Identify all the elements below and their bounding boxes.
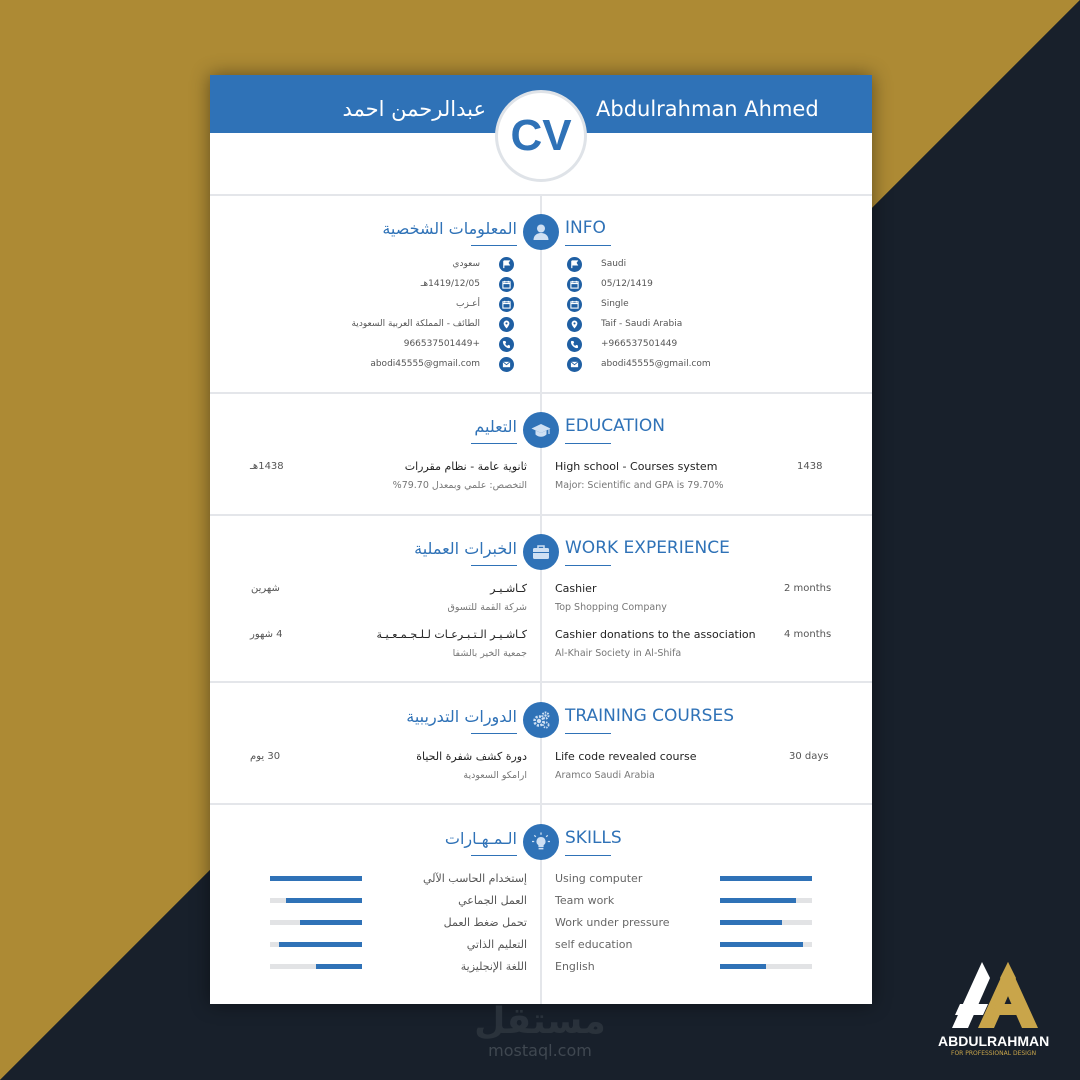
lightbulb-icon: [523, 824, 559, 860]
graduation-cap-icon: [523, 412, 559, 448]
logo-tagline: FOR PROFESSIONAL DESIGN: [951, 1050, 1037, 1057]
course-title-ar: دورة كشف شفرة الحياة: [416, 750, 527, 763]
info-value: +966537501449: [601, 339, 678, 349]
cv-sheet: [210, 75, 872, 1004]
info-value-ar: الطائف - المملكة العربية السعودية: [351, 319, 480, 329]
skill-label: Work under pressure: [555, 916, 670, 929]
info-value: Saudi: [601, 259, 627, 269]
title-underline: [471, 245, 517, 246]
skill-label: Team work: [555, 894, 615, 907]
skill-level-bar: [720, 876, 812, 881]
name-arabic: عبدالرحمن احمد: [342, 97, 486, 121]
info-value: abodi45555@gmail.com: [601, 359, 711, 369]
flag-icon: [499, 257, 514, 272]
title-underline: [471, 855, 517, 856]
designer-logo: [930, 958, 1060, 1032]
calendar-icon: [499, 277, 514, 292]
calendar-icon: [499, 297, 514, 312]
education-degree: High school - Courses system: [555, 460, 718, 473]
training-title: TRAINING COURSES: [565, 706, 735, 726]
job-company: Top Shopping Company: [555, 602, 667, 613]
skill-label: Using computer: [555, 872, 643, 885]
work-title-ar: الخبرات العملية: [414, 539, 517, 558]
job-duration-ar: شهرين: [251, 583, 280, 594]
education-title-ar: التعليم: [474, 417, 517, 436]
skill-level-fill: [720, 942, 803, 947]
skill-level-bar-ar: [270, 898, 362, 903]
job-duration: 4 months: [784, 629, 832, 640]
skill-level-bar-ar: [270, 876, 362, 881]
mail-icon: [499, 357, 514, 372]
info-title-ar: المعلومات الشخصية: [382, 219, 517, 238]
info-value: 05/12/1419: [601, 279, 653, 289]
skill-level-fill-ar: [270, 876, 362, 881]
location-pin-icon: [499, 317, 514, 332]
title-underline: [565, 855, 611, 856]
education-title: EDUCATION: [565, 416, 665, 436]
calendar-icon: [567, 297, 582, 312]
skill-label-ar: العمل الجماعي: [458, 894, 527, 907]
info-value-ar: سعودي: [452, 259, 480, 269]
job-duration: 2 months: [784, 583, 832, 594]
job-company-ar: جمعية الخير بالشفا: [452, 648, 527, 659]
user-icon: [523, 214, 559, 250]
job-title: Cashier: [555, 582, 597, 595]
gears-icon: [523, 702, 559, 738]
skill-level-bar: [720, 964, 812, 969]
skill-level-fill: [720, 920, 782, 925]
education-detail: Major: Scientific and GPA is 79.70%: [555, 480, 724, 491]
skill-label-ar: اللغة الإنجليزية: [460, 960, 527, 973]
skills-title: SKILLS: [565, 828, 622, 848]
course-title: Life code revealed course: [555, 750, 697, 763]
skill-level-fill: [720, 876, 812, 881]
skill-level-bar-ar: [270, 942, 362, 947]
name-english: Abdulrahman Ahmed: [596, 97, 819, 121]
watermark: [474, 1002, 606, 1060]
cv-badge: CV: [495, 90, 587, 182]
briefcase-icon: [523, 534, 559, 570]
job-company: Al-Khair Society in Al-Shifa: [555, 648, 682, 659]
info-value: Single: [601, 299, 629, 309]
skill-level-bar: [720, 942, 812, 947]
job-company-ar: شركة القمة للتسوق: [447, 602, 527, 613]
watermark-text: مستقل: [474, 1001, 606, 1042]
course-duration: 30 days: [789, 751, 829, 762]
job-title-ar: كـاشـيـر الـتـبـرعـات لـلـجـمـعـيـة: [376, 628, 527, 641]
course-provider-ar: ارامكو السعودية: [463, 770, 527, 781]
logo-name: ABDULRAHMAN: [938, 1033, 1050, 1049]
skill-level-bar: [720, 920, 812, 925]
training-title-ar: الدورات التدريبية: [406, 707, 517, 726]
skill-level-fill: [720, 964, 766, 969]
skill-label: English: [555, 960, 595, 973]
skill-level-bar-ar: [270, 964, 362, 969]
job-duration-ar: 4 شهور: [250, 629, 283, 640]
job-title: Cashier donations to the association: [555, 628, 756, 641]
title-underline: [565, 565, 611, 566]
info-title: INFO: [565, 218, 606, 238]
info-value: Taif - Saudi Arabia: [601, 319, 683, 329]
job-title-ar: كـاشـيـر: [490, 582, 527, 595]
center-divider: [540, 195, 542, 1004]
skill-level-fill-ar: [300, 920, 362, 925]
phone-icon: [499, 337, 514, 352]
title-underline: [565, 443, 611, 444]
flag-icon: [567, 257, 582, 272]
skill-level-bar: [720, 898, 812, 903]
education-degree-ar: ثانوية عامة - نظام مقررات: [404, 460, 527, 473]
course-provider: Aramco Saudi Arabia: [555, 770, 655, 781]
education-year-ar: 1438هـ: [250, 461, 284, 472]
title-underline: [471, 565, 517, 566]
info-value-ar: أعـزب: [456, 299, 480, 309]
skill-label-ar: تحمل ضغط العمل: [443, 916, 527, 929]
phone-icon: [567, 337, 582, 352]
watermark-url: mostaql.com: [488, 1041, 592, 1060]
info-value-ar: abodi45555@gmail.com: [370, 359, 480, 369]
skill-label-ar: إستخدام الحاسب الآلي: [422, 872, 527, 885]
title-underline: [565, 733, 611, 734]
skill-level-fill-ar: [316, 964, 362, 969]
info-value-ar: +966537501449: [403, 339, 480, 349]
work-title: WORK EXPERIENCE: [565, 538, 730, 558]
title-underline: [471, 443, 517, 444]
skill-level-fill: [720, 898, 796, 903]
skill-label-ar: التعليم الذاتي: [466, 938, 527, 951]
location-pin-icon: [567, 317, 582, 332]
title-underline: [471, 733, 517, 734]
skill-level-fill-ar: [279, 942, 362, 947]
skill-level-bar-ar: [270, 920, 362, 925]
info-value-ar: 1419/12/05هـ: [420, 279, 480, 289]
skill-label: self education: [555, 938, 633, 951]
education-year: 1438: [797, 461, 823, 472]
mail-icon: [567, 357, 582, 372]
education-detail-ar: التخصص: علمي وبمعدل 79.70%: [392, 480, 527, 491]
course-duration-ar: 30 يوم: [250, 751, 281, 762]
calendar-icon: [567, 277, 582, 292]
skill-level-fill-ar: [286, 898, 362, 903]
title-underline: [565, 245, 611, 246]
skills-title-ar: الـمـهـارات: [444, 829, 517, 848]
